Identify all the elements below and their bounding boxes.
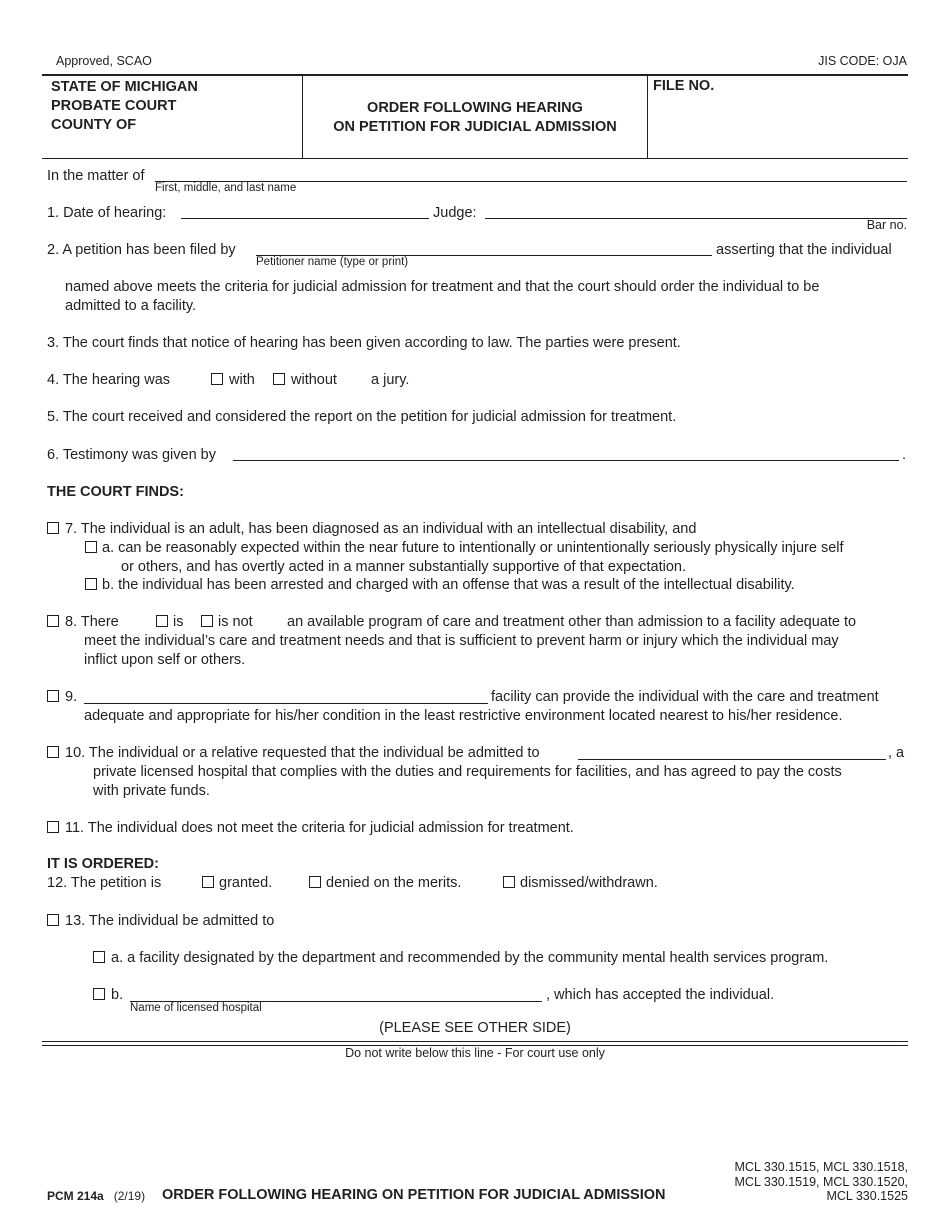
form-revision: (2/19) [113,1189,146,1203]
hearing-date-field[interactable] [181,218,429,219]
form-title [303,99,647,137]
testimony-period: . [902,447,907,463]
report-considered: 5. The court received and considered the report on the petition for judicial admission for treatment. [47,409,677,425]
mcl-line1: MCL 330.1515, MCL 330.1518, [734,1160,908,1174]
order-13a-checkbox[interactable] [93,951,105,963]
petition-text-line2: admitted to a facility. [65,298,197,314]
finding-7-checkbox[interactable] [47,522,59,534]
finding-7b-text: b. the individual has been arrested and charged with an offense that was a result of the intellectual disability. [102,577,795,593]
finding-10-comma: , a [888,745,905,761]
header-top-rule [42,74,908,76]
finding-11-checkbox[interactable] [47,821,59,833]
finding-10-text-line2: private licensed hospital that complies with the duties and requirements for facilities, and has agreed to pay the costs [93,764,842,780]
without-jury-checkbox[interactable] [273,373,285,385]
mcl-line2: MCL 330.1519, MCL 330.1520, [734,1174,908,1189]
jury-label: a jury. [371,372,410,388]
matter-label: In the matter of [47,168,145,184]
is-not-available-checkbox[interactable] [201,615,213,627]
petition-text [65,278,819,316]
order-13b-checkbox[interactable] [93,988,105,1000]
is-not-available-label: is not [218,614,253,630]
court-line-probate: PROBATE COURT [51,98,177,114]
finding-7b-checkbox[interactable] [85,578,97,590]
finding-7a-text-cont: or others, and has overtly acted in a manner substantially supportive of that expectation. [121,559,687,575]
finding-9-checkbox[interactable] [47,690,59,702]
finding-7-text: 7. The individual is an adult, has been diagnosed as an individual with an intellectual disability, and [65,521,697,537]
court-line-county: COUNTY OF [51,117,137,133]
finding-8-text-line2: meet the individual’s care and treatment needs and that is sufficient to prevent harm or injury which the individual may [84,633,839,649]
facility-name-field[interactable] [84,703,488,704]
without-jury-label: without [291,372,337,388]
it-is-ordered-heading: IT IS ORDERED: [47,856,159,872]
notice-finding: 3. The court finds that notice of hearing has been given according to law. The parties were present. [47,335,681,351]
header-divider-right [647,75,648,158]
finding-10-checkbox[interactable] [47,746,59,758]
file-no-field[interactable] [655,98,903,154]
petition-text-line1: named above meets the criteria for judicial admission for treatment and that the court should order the individual to be [65,279,820,295]
petition-filed-label: 2. A petition has been filed by [47,242,236,258]
matter-name-caption: First, middle, and last name [155,182,297,194]
bar-no-caption: Bar no. [866,218,907,232]
finding-8-text-line3: inflict upon self or others. [84,652,246,668]
court-finds-heading: THE COURT FINDS: [47,484,184,500]
hearing-date-label: 1. Date of hearing: [47,205,167,221]
header-bottom-rule [42,158,908,159]
finding-10-text: 10. The individual or a relative requested that the individual be admitted to [65,745,540,761]
finding-8-checkbox[interactable] [47,615,59,627]
court-line-state: STATE OF MICHIGAN [51,79,198,95]
petition-is-label: 12. The petition is [47,875,162,891]
private-hospital-field[interactable] [578,759,886,760]
dismissed-label: dismissed/withdrawn. [520,875,658,891]
finding-8-text: an available program of care and treatment other than admission to a facility adequate to [287,614,857,630]
testimony-field[interactable] [233,460,899,461]
form-title-line2: ON PETITION FOR JUDICIAL ADMISSION [333,119,617,135]
with-jury-label: with [229,372,255,388]
order-13a-text: a. a facility designated by the department and recommended by the community mental health services program. [111,950,829,966]
finding-9-label: 9. [65,689,78,705]
footer-title: ORDER FOLLOWING HEARING ON PETITION FOR JUDICIAL ADMISSION [162,1187,666,1203]
denied-label: denied on the merits. [326,875,462,891]
judge-label: Judge: [433,205,477,221]
mcl-citations [735,1160,909,1204]
form-number: PCM 214a [47,1189,104,1203]
dismissed-checkbox[interactable] [503,876,515,888]
is-available-checkbox[interactable] [156,615,168,627]
finding-11-text: 11. The individual does not meet the criteria for judicial admission for treatment. [65,820,574,836]
court-use-note: Do not write below this line - For court use only [345,1046,605,1060]
granted-label: granted. [219,875,273,891]
petition-asserting: asserting that the individual [716,242,892,258]
finding-9-text-line2: adequate and appropriate for his/her condition in the least restrictive environment located nearest to his/her residence. [84,708,843,724]
petitioner-name-caption: Petitioner name (type or print) [256,256,409,268]
finding-9-text: facility can provide the individual with the care and treatment [491,689,879,705]
court-use-rule-top [42,1041,908,1042]
granted-checkbox[interactable] [202,876,214,888]
is-available-label: is [173,614,184,630]
licensed-hospital-caption: Name of licensed hospital [130,1002,262,1014]
approved-label: Approved, SCAO [56,54,152,68]
see-other-side: (PLEASE SEE OTHER SIDE) [379,1020,571,1036]
order-13-checkbox[interactable] [47,914,59,926]
order-13b-text: , which has accepted the individual. [546,987,775,1003]
finding-7a-checkbox[interactable] [85,541,97,553]
with-jury-checkbox[interactable] [211,373,223,385]
order-13-text: 13. The individual be admitted to [65,913,275,929]
form-title-line1: ORDER FOLLOWING HEARING [367,100,583,116]
finding-10-text-line3: with private funds. [93,783,210,799]
file-no-label: FILE NO. [653,78,715,94]
hearing-was-label: 4. The hearing was [47,372,171,388]
form-footer [47,1189,145,1203]
finding-7a-text: a. can be reasonably expected within the near future to intentionally or unintentionally seriously physically injure self [102,540,844,556]
denied-checkbox[interactable] [309,876,321,888]
judge-field[interactable] [485,218,907,219]
court-name [51,78,198,135]
jis-code: JIS CODE: OJA [818,54,907,68]
testimony-label: 6. Testimony was given by [47,447,216,463]
finding-8-label: 8. There [65,614,119,630]
order-13b-label: b. [111,987,124,1003]
mcl-line3: MCL 330.1525 [826,1189,908,1203]
